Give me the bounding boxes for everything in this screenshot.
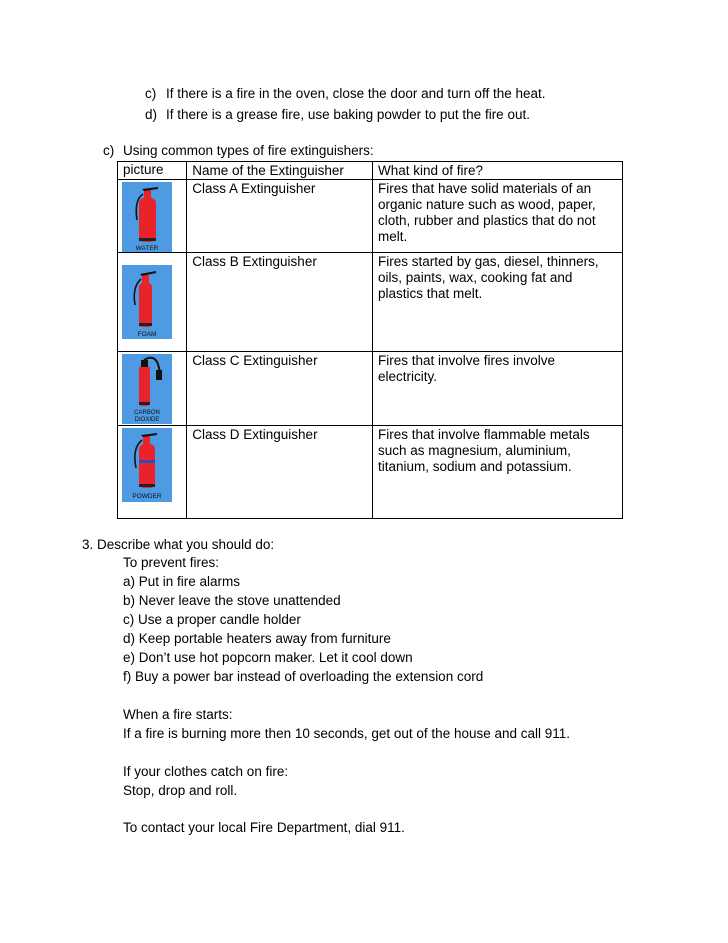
section-label: c)	[103, 143, 115, 158]
table-row	[118, 426, 623, 519]
water-extinguisher-image	[118, 180, 186, 252]
fire-kind-cell	[373, 352, 623, 426]
section3-heading: 3. Describe what you should do:	[82, 537, 275, 552]
poster-label: FOAM	[137, 331, 157, 338]
fire-kind-cell	[373, 180, 623, 253]
prevent-item: d) Keep portable heaters away from furniture	[123, 631, 391, 646]
fire-line: such as magnesium, aluminium,	[378, 443, 571, 458]
clothes-text: Stop, drop and roll.	[123, 783, 238, 798]
fire-kind-cell	[373, 426, 623, 519]
contact-text: To contact your local Fire Department, dial 911.	[123, 820, 405, 835]
header-fire-kind: What kind of fire?	[373, 162, 623, 180]
fire-starts-text: If a fire is burning more then 10 seconds, get out of the house and call 911.	[123, 726, 571, 741]
picture-cell	[118, 426, 187, 519]
item-label: d)	[145, 107, 158, 122]
table-row	[118, 180, 623, 253]
powder-extinguisher-image	[118, 426, 186, 518]
prevent-item: c) Use a proper candle holder	[123, 612, 301, 627]
fire-line: plastics that melt.	[378, 286, 483, 301]
fire-line: titanium, sodium and potassium.	[378, 459, 572, 474]
poster-label-line: CARBON	[134, 410, 160, 416]
name-cell: Class C Extinguisher	[187, 352, 373, 426]
item-label: c)	[145, 86, 157, 101]
fire-line: melt.	[378, 229, 408, 244]
prevent-item: e) Don’t use hot popcorn maker. Let it cool down	[123, 650, 413, 665]
name-cell: Class D Extinguisher	[187, 426, 373, 519]
fire-line: Fires that involve fires involve	[378, 353, 556, 368]
fire-line: Fires that have solid materials of an	[378, 181, 592, 196]
fire-line: Fires started by gas, diesel, thinners,	[378, 254, 599, 269]
fire-line: Fires that involve flammable metals	[378, 427, 590, 442]
section-text: Using common types of fire extinguishers:	[123, 143, 374, 158]
prevent-title: To prevent fires:	[123, 555, 220, 570]
fire-kind-cell	[373, 253, 623, 352]
foam-extinguisher-image	[118, 253, 186, 351]
prevent-item: a) Put in fire alarms	[123, 574, 241, 589]
header-picture: picture	[118, 162, 187, 180]
oven-fire-item	[145, 86, 546, 102]
poster-label: POWDER	[132, 493, 162, 500]
item-text: If there is a grease fire, use baking powder to put the fire out.	[166, 107, 530, 122]
fire-line: oils, paints, wax, cooking fat and	[378, 270, 573, 285]
picture-cell	[118, 180, 187, 253]
extinguisher-table	[117, 161, 623, 519]
prevent-item: b) Never leave the stove unattended	[123, 593, 341, 608]
item-text: If there is a fire in the oven, close the door and turn off the heat.	[166, 86, 546, 101]
picture-cell	[118, 352, 187, 426]
fire-line: electricity.	[378, 369, 438, 384]
fire-line: organic nature such as wood, paper,	[378, 197, 596, 212]
poster-label: WATER	[135, 245, 159, 252]
table-header-row	[118, 162, 623, 180]
name-cell: Class A Extinguisher	[187, 180, 373, 253]
picture-cell	[118, 253, 187, 352]
fire-line: cloth, rubber and plastics that do not	[378, 213, 596, 228]
prevent-item: f) Buy a power bar instead of overloading the extension cord	[123, 669, 484, 684]
header-name: Name of the Extinguisher	[187, 162, 373, 180]
grease-fire-item	[145, 107, 530, 123]
table-row	[118, 253, 623, 352]
table-row	[118, 352, 623, 426]
clothes-title: If your clothes catch on fire:	[123, 764, 289, 779]
extinguisher-section-heading	[103, 143, 374, 159]
poster-label-line: DIOXIDE	[134, 417, 160, 423]
fire-starts-title: When a fire starts:	[123, 707, 233, 722]
name-cell: Class B Extinguisher	[187, 253, 373, 352]
carbon-dioxide-extinguisher-image	[118, 352, 186, 425]
